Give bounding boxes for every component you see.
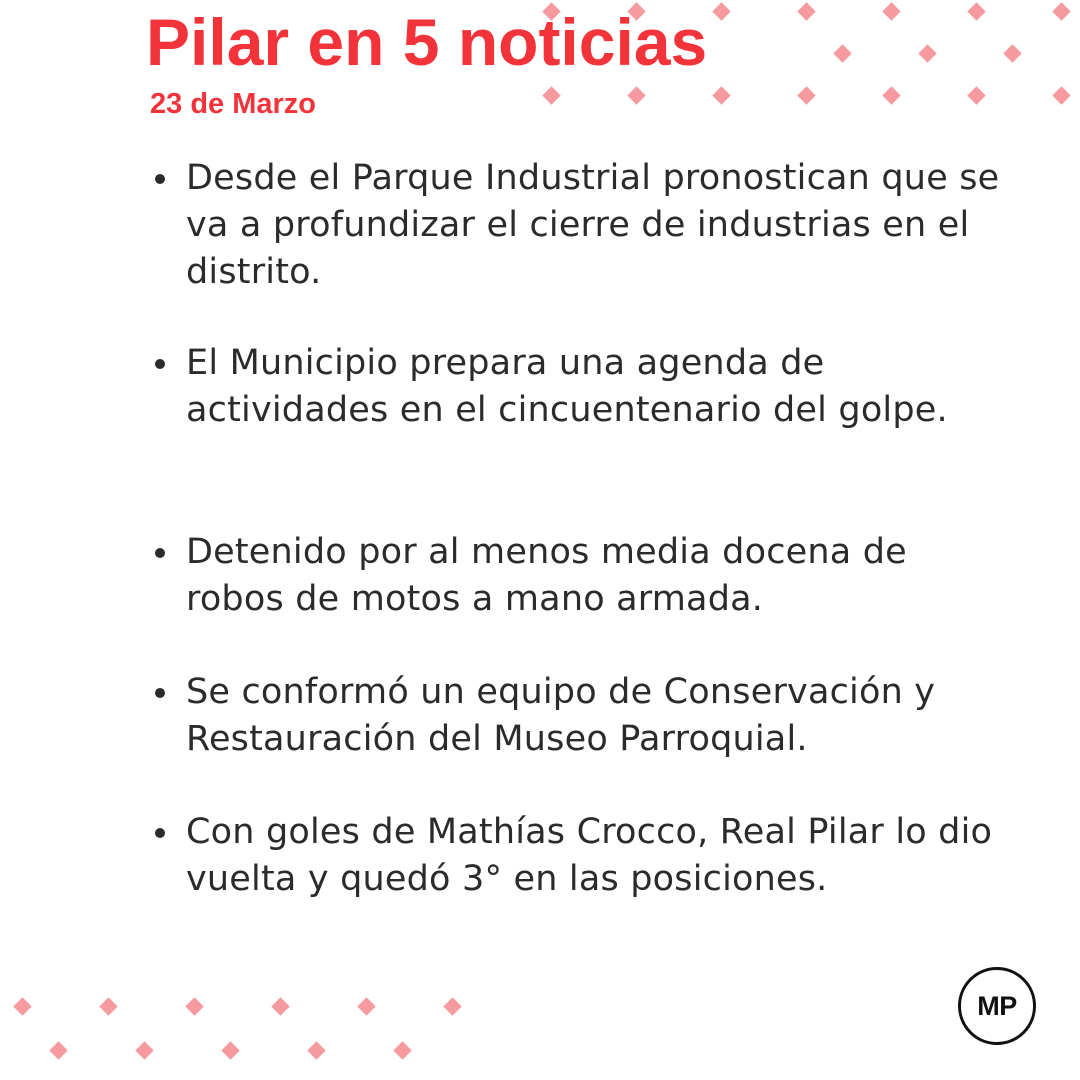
- decorative-diamond: [627, 86, 645, 104]
- decorative-diamond: [967, 2, 985, 20]
- bullet-icon: [155, 548, 165, 558]
- decorative-diamond: [443, 997, 461, 1015]
- decorative-diamond: [967, 86, 985, 104]
- decorative-diamond: [1052, 86, 1070, 104]
- decorative-diamond: [221, 1041, 239, 1059]
- mp-logo: [958, 967, 1036, 1045]
- news-item: [186, 669, 1006, 763]
- logo-text: MP: [977, 990, 1017, 1021]
- decorative-diamond: [135, 1041, 153, 1059]
- decorative-diamond: [1052, 2, 1070, 20]
- news-item-text: Detenido por al menos media docena de robos de motos a mano armada.: [186, 532, 907, 619]
- page-title: Pilar en 5 noticias: [146, 5, 708, 79]
- news-item-text: Desde el Parque Industrial pronostican que se va a profundizar el cierre de industrias en el distrito.: [186, 158, 1000, 292]
- decorative-diamond: [99, 997, 117, 1015]
- decorative-diamond: [307, 1041, 325, 1059]
- decorative-diamond: [882, 2, 900, 20]
- news-item-text: El Municipio prepara una agenda de actividades en el cincuentenario del golpe.: [186, 343, 948, 430]
- news-item: [186, 529, 1006, 623]
- news-item-text: Con goles de Mathías Crocco, Real Pilar lo dio vuelta y quedó 3° en las posiciones.: [186, 812, 993, 899]
- news-item: [186, 809, 1006, 903]
- decorative-diamond: [49, 1041, 67, 1059]
- decorative-diamond: [185, 997, 203, 1015]
- decorative-diamond: [918, 44, 936, 62]
- news-item-text: Se conformó un equipo de Conservación y Restauración del Museo Parroquial.: [186, 672, 936, 759]
- decorative-diamond: [393, 1041, 411, 1059]
- decorative-diamond: [271, 997, 289, 1015]
- decorative-diamond: [542, 86, 560, 104]
- news-item: [186, 155, 1006, 296]
- news-item: [186, 340, 1006, 434]
- bullet-icon: [155, 828, 165, 838]
- bullet-icon: [155, 174, 165, 184]
- bullet-icon: [155, 688, 165, 698]
- decorative-diamond: [712, 86, 730, 104]
- decorative-diamond: [833, 44, 851, 62]
- bullet-icon: [155, 359, 165, 369]
- decorative-diamond: [882, 86, 900, 104]
- decorative-diamond: [797, 86, 815, 104]
- decorative-diamond: [13, 997, 31, 1015]
- decorative-diamond: [797, 2, 815, 20]
- date-label: 23 de Marzo: [150, 88, 316, 120]
- decorative-diamond: [1003, 44, 1021, 62]
- decorative-diamond: [357, 997, 375, 1015]
- decorative-diamond: [712, 2, 730, 20]
